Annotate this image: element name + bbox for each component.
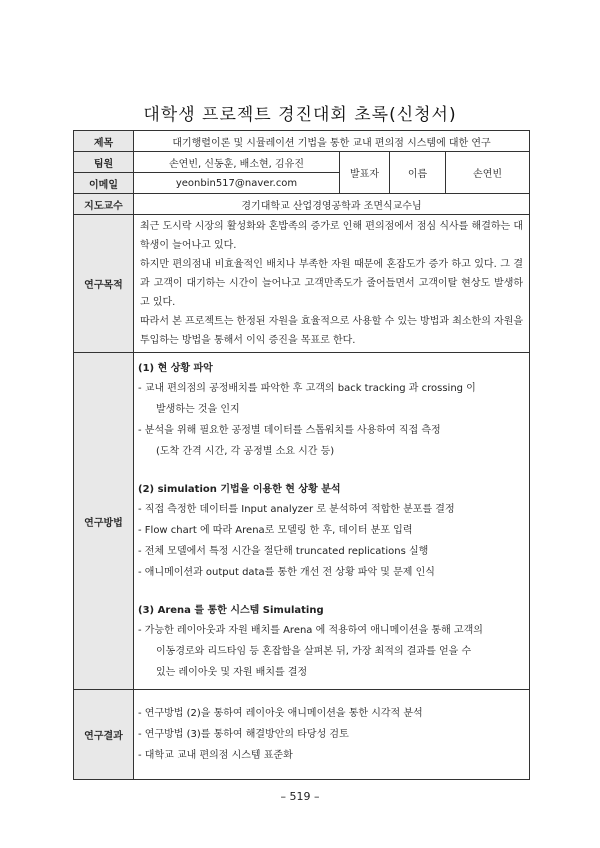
method-item: - 애니메이션과 output data를 통한 개선 전 상황 파악 및 문제 인식 [138, 567, 435, 578]
name-label: 이름 [390, 152, 446, 194]
purpose-paragraph: 하지만 편의점내 비효율적인 배치나 부족한 자원 때문에 혼잡도가 증가 하고 있다. 그 결과 고객이 대기하는 시간이 늘어나고 고객만족도가 줄어들면서 고객이탈 현상도 발생하고 있다. [140, 259, 524, 308]
presenter-name: 손연빈 [446, 152, 530, 194]
method-item-continuation: 이동경로와 리드타임 등 혼잡함을 살펴본 뒤, 가장 최적의 결과를 얻을 수 [156, 646, 472, 657]
subject-row [74, 131, 530, 152]
purpose-paragraph: 따라서 본 프로젝트는 한정된 자원을 효율적으로 사용할 수 있는 방법과 최소한의 자원을 투입하는 방법을 통해서 이익 증진을 목표로 한다. [140, 316, 524, 346]
email-value: yeonbin517@naver.com [134, 173, 340, 194]
team-row [74, 152, 530, 173]
subject-label: 제목 [74, 131, 134, 152]
presenter-label: 발표자 [340, 152, 390, 194]
method-section-title: (3) Arena 를 통한 시스템 Simulating [138, 605, 324, 616]
method-item-continuation: (도착 간격 시간, 각 공정별 소요 시간 등) [156, 446, 335, 457]
purpose-paragraph: 최근 도시락 시장의 활성화와 혼밥족의 증가로 인해 편의점에서 점심 식사를 해결하는 대학생이 늘어나고 있다. [140, 221, 524, 251]
method-item-text: - 교내 편의점의 공정배치를 파악한 후 고객의 back tracking 과 crossing 이 [138, 383, 476, 394]
result-row [74, 690, 530, 780]
result-item: - 대학교 교내 편의점 시스템 표준화 [138, 750, 293, 761]
method-item: - Flow chart 에 따라 Arena로 모델링 한 후, 데이터 분포 입력 [138, 525, 413, 536]
method-item [138, 420, 525, 462]
document-title: 대학생 프로젝트 경진대회 초록(신청서) [143, 105, 457, 125]
result-item: - 연구방법 (2)을 통하여 레이아웃 애니메이션을 통한 시각적 분석 [138, 708, 423, 719]
purpose-label: 연구목적 [74, 215, 134, 353]
advisor-row [74, 194, 530, 215]
method-item-continuation: 있는 레이아웃 및 자원 배치를 결정 [156, 667, 308, 678]
method-item-continuation: 발생하는 것을 인지 [156, 404, 240, 415]
result-item: - 연구방법 (3)를 통하여 해결방안의 타당성 검토 [138, 729, 349, 740]
method-item: - 직접 측정한 데이터를 Input analyzer 로 분석하여 적합한 분포를 결정 [138, 504, 455, 515]
method-row [74, 353, 530, 690]
method-item [138, 378, 525, 420]
page-number: – 519 – [280, 790, 320, 803]
advisor-value: 경기대학교 산업경영공학과 조면식교수님 [134, 194, 530, 215]
method-section-title: (2) simulation 기법을 이용한 현 상황 분석 [138, 484, 341, 495]
abstract-form-table [73, 130, 530, 780]
advisor-label: 지도교수 [74, 194, 134, 215]
method-section-title: (1) 현 상황 파악 [138, 363, 213, 374]
email-label: 이메일 [74, 173, 134, 194]
method-cell [134, 353, 530, 690]
purpose-row [74, 215, 530, 353]
method-label: 연구방법 [74, 353, 134, 690]
result-label: 연구결과 [74, 690, 134, 780]
purpose-cell [134, 215, 530, 353]
method-item: - 전체 모델에서 특정 시간을 절단해 truncated replications 실행 [138, 546, 429, 557]
result-cell [134, 690, 530, 780]
method-item-text: - 가능한 레이아웃과 자원 배치를 Arena 에 적용하여 애니메이션을 통해 고객의 [138, 625, 483, 636]
team-value: 손연빈, 신동훈, 배소현, 김유진 [134, 152, 340, 173]
method-item-text: - 분석을 위해 필요한 공정별 데이터를 스톱워치를 사용하여 직접 측정 [138, 425, 441, 436]
team-label: 팀원 [74, 152, 134, 173]
method-item [138, 620, 525, 683]
subject-value: 대기행렬이론 및 시뮬레이션 기법을 통한 교내 편의점 시스템에 대한 연구 [134, 131, 530, 152]
